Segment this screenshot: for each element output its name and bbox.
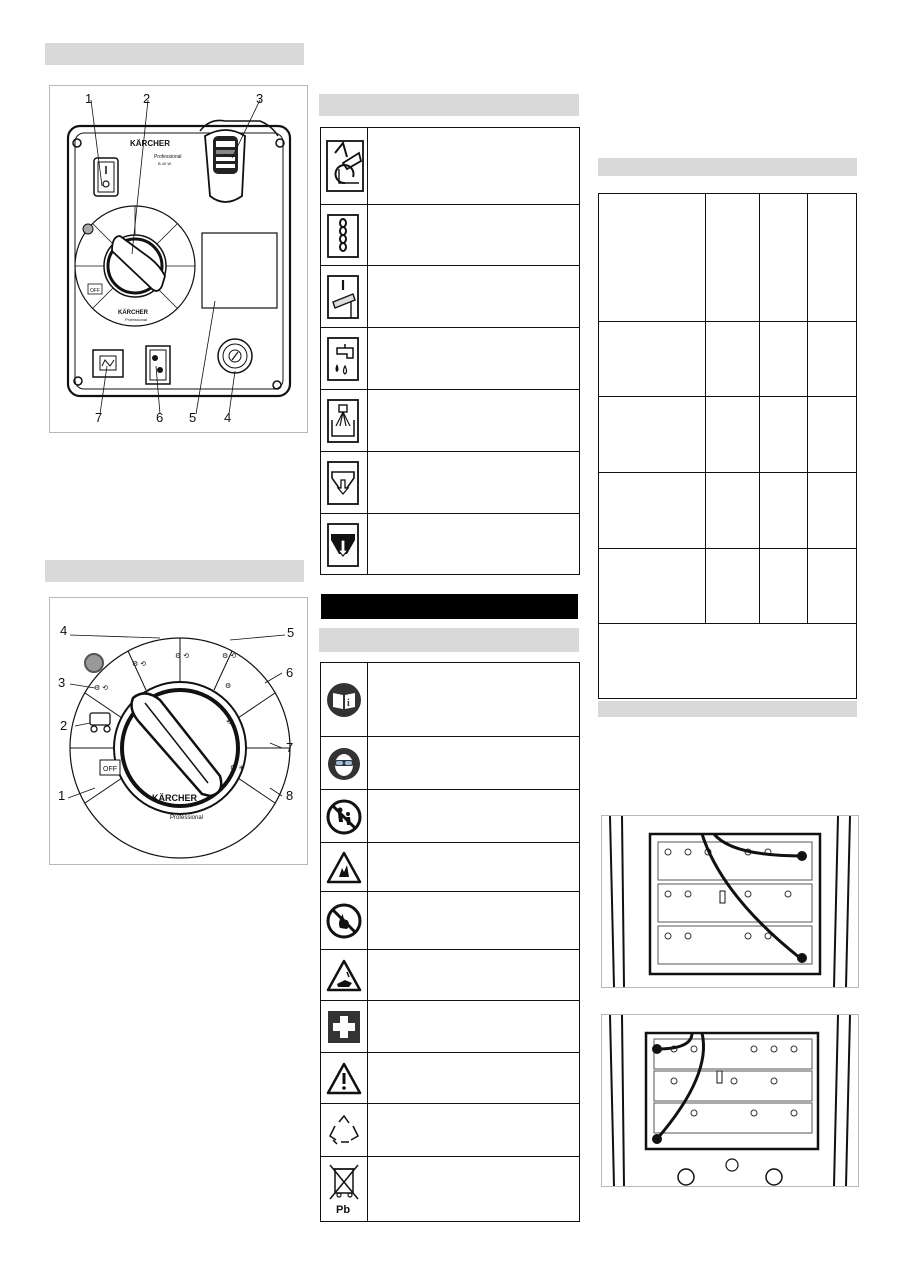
eye-protection-icon: [325, 745, 363, 783]
safety-row: [321, 949, 579, 1001]
svg-text:⚙ ⟲: ⚙ ⟲: [94, 685, 109, 692]
safety-row: [321, 736, 579, 790]
callout-6: 6: [156, 410, 164, 425]
symbol-row: [321, 265, 579, 328]
callout-7: 7: [95, 410, 103, 425]
svg-text:⟲: ⟲: [226, 719, 232, 726]
selector-dial-figure: [49, 597, 308, 865]
safety-row: [321, 842, 579, 892]
battery-compartment-drawing-a: [602, 816, 858, 987]
svg-text:⚙: ⚙: [225, 683, 232, 690]
brand-sub: Professional: [154, 154, 182, 160]
dial-callout-6: 6: [286, 665, 294, 680]
brand-logo: KÄRCHER: [130, 139, 170, 148]
brush-pressure-icon: [325, 272, 361, 322]
symbol-row: [321, 513, 579, 575]
dial-callout-8: 8: [286, 788, 294, 803]
data-grid-table: [598, 193, 857, 699]
parking-brake-icon: [325, 139, 365, 193]
pb-label: Pb: [336, 1203, 351, 1216]
safety-symbols-table: [320, 662, 580, 1222]
dial-brand-sub: Professional: [170, 815, 204, 821]
safety-row: [321, 789, 579, 843]
symbol-row: [321, 204, 579, 266]
svg-text:OFF: OFF: [90, 288, 100, 294]
water-tap-icon: [325, 334, 361, 384]
section-header-bar: [319, 628, 579, 652]
read-manual-icon: [325, 681, 363, 719]
model-sub: B 40 W: [158, 161, 172, 166]
explosion-hazard-icon: [325, 850, 363, 886]
off-label: OFF: [103, 766, 117, 773]
dial-callout-2: 2: [60, 718, 68, 733]
battery-compartment-drawing-b: [602, 1015, 858, 1186]
svg-text:⚙ ✳: ⚙ ✳: [230, 765, 245, 772]
safety-row: [321, 891, 579, 950]
dial-brand: KÄRCHER: [152, 793, 197, 803]
callout-2: 2: [143, 91, 151, 106]
tank-drain-large-icon: [325, 520, 361, 570]
section-header-bar: [45, 560, 304, 582]
svg-text:⚙ ⟲: ⚙ ⟲: [132, 661, 147, 668]
svg-text:⚙ ⟲: ⚙ ⟲: [175, 653, 190, 660]
battery-figure-a: [601, 815, 859, 988]
symbol-row: [321, 128, 579, 204]
symbol-row: [321, 451, 579, 514]
svg-text:⚙ ⟲: ⚙ ⟲: [222, 653, 237, 660]
symbol-row: [321, 327, 579, 390]
dial-brand: KÄRCHER: [118, 310, 148, 316]
callout-4: 4: [224, 410, 232, 425]
dial-brand-sub: Professional: [125, 317, 148, 322]
control-panel-drawing: [50, 86, 307, 432]
dial-callout-3: 3: [58, 675, 66, 690]
safety-row: [321, 1103, 579, 1157]
spray-icon: [325, 396, 361, 446]
warning-icon: [325, 1061, 363, 1097]
dial-callout-4: 4: [60, 623, 68, 638]
acid-hazard-icon: [325, 958, 363, 994]
safety-row: [321, 1156, 579, 1222]
section-header-bar: [598, 158, 857, 176]
callout-1: 1: [85, 91, 93, 106]
battery-figure-b: [601, 1014, 859, 1187]
symbol-row: [321, 389, 579, 452]
control-panel-figure: [49, 85, 308, 433]
keep-children-away-icon: [325, 798, 363, 836]
dial-callout-7: 7: [286, 740, 294, 755]
section-header-bar: [45, 43, 304, 65]
safety-row: [321, 663, 579, 736]
pb-disposal-icon: [325, 1161, 363, 1219]
callout-5: 5: [189, 410, 197, 425]
section-header-bar: [598, 701, 857, 717]
callout-3: 3: [256, 91, 264, 106]
dial-callout-5: 5: [287, 625, 295, 640]
recycling-icon: [325, 1112, 363, 1150]
svg-text:i: i: [347, 697, 350, 709]
black-section-bar: [321, 594, 578, 619]
safety-row: [321, 1000, 579, 1053]
no-fire-icon: [325, 902, 363, 940]
first-aid-icon: [325, 1008, 363, 1046]
dial-callout-1: 1: [58, 788, 66, 803]
operating-symbols-table: [320, 127, 580, 575]
chain-icon: [325, 211, 361, 261]
safety-row: [321, 1052, 579, 1104]
section-header-bar: [319, 94, 579, 116]
selector-dial-drawing: [50, 598, 307, 864]
tank-drain-icon: [325, 458, 361, 508]
